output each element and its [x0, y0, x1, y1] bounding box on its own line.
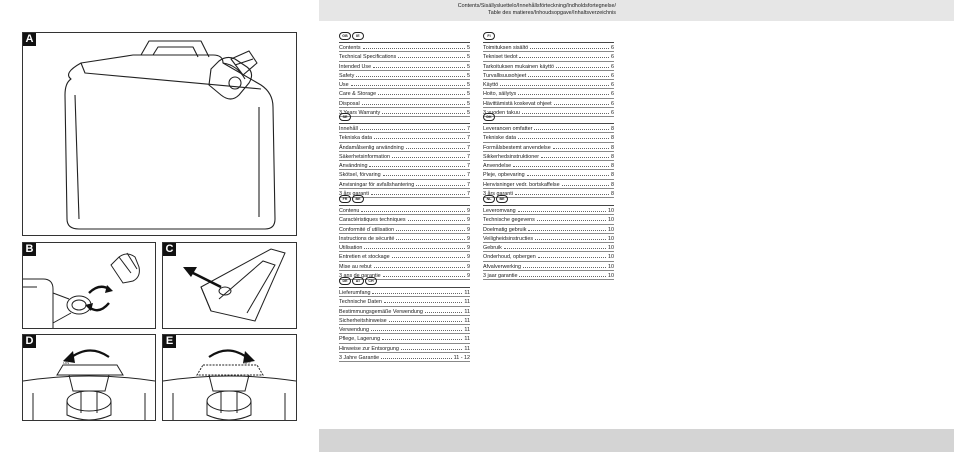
- toc-entry: [483, 262, 614, 271]
- toc-entry-title: Hinweise zur Entsorgung: [339, 345, 399, 352]
- toc-entry: [483, 62, 614, 71]
- toc-entry-page: 7: [467, 163, 470, 169]
- dot-leader: [562, 180, 609, 186]
- dot-leader: [364, 243, 465, 249]
- figure-d: [22, 334, 156, 421]
- pouring-spout-illustration: [163, 243, 296, 328]
- toc-entry-page: 11: [464, 327, 470, 333]
- toc-entry-page: 9: [467, 226, 470, 233]
- toc-entry: [483, 80, 614, 89]
- header-bar: [319, 0, 954, 21]
- toc-entry-page: 7: [467, 181, 470, 188]
- language-flags: [483, 32, 614, 40]
- toc-section-nl-be: [483, 195, 614, 280]
- country-code-badge: FI: [483, 32, 495, 40]
- toc-entry: [339, 215, 470, 224]
- toc-entry-title: Technische gegevens: [483, 217, 535, 224]
- toc-entry-title: Technische Daten: [339, 299, 382, 306]
- dot-leader: [518, 133, 609, 139]
- dot-leader: [408, 215, 465, 221]
- dot-leader: [384, 297, 463, 303]
- toc-entry-page: 10: [608, 208, 614, 214]
- dot-leader: [392, 152, 465, 158]
- toc-entry: [483, 133, 614, 142]
- toc-entry: [483, 225, 614, 234]
- toc-entry-title: Hävittämistä koskevat ohjeet: [483, 100, 552, 107]
- toc-entry-page: 10: [608, 263, 614, 270]
- toc-entry-title: Contents: [339, 45, 361, 51]
- vent-knob-off-illustration: [163, 335, 296, 420]
- toc-entry-page: 11 - 12: [453, 354, 470, 361]
- contents-heading: [458, 3, 616, 17]
- toc-entry: [339, 252, 470, 261]
- dot-leader: [382, 334, 462, 340]
- toc-entry-page: 9: [467, 272, 470, 279]
- toc-entry-page: 7: [467, 190, 470, 197]
- dot-leader: [351, 80, 465, 86]
- dot-leader: [406, 143, 465, 149]
- toc-entry-title: Hoito, säilytys: [483, 91, 517, 98]
- country-code-badge: IE: [352, 32, 364, 40]
- toc-entry-page: 5: [467, 54, 470, 61]
- toc-entry: [339, 52, 470, 61]
- toc-entry: [339, 353, 470, 362]
- toc-entry: [339, 89, 470, 98]
- dot-leader: [535, 234, 606, 240]
- toc-entry-page: 5: [467, 91, 470, 98]
- dot-leader: [528, 71, 609, 77]
- toc-entry: [483, 180, 614, 189]
- toc-entry-page: 8: [611, 153, 614, 160]
- toc-section-fr-be: [339, 195, 470, 280]
- toc-entry-title: Käyttö: [483, 82, 499, 88]
- country-code-badge: DE: [339, 277, 351, 285]
- dot-leader: [416, 180, 465, 186]
- toc-entry-title: Afvalverwerking: [483, 263, 522, 270]
- toc-entry-page: 6: [611, 45, 614, 51]
- contents-heading-line-1: Contents/Sisällysluettelo/Innehållsförteckning/Indholdsfortegnelse/: [457, 3, 616, 9]
- dot-leader: [518, 206, 606, 212]
- toc-entry: [339, 43, 470, 52]
- toc-entry-page: 8: [611, 135, 614, 142]
- toc-entry-title: Pleje, opbevaring: [483, 172, 525, 179]
- dot-leader: [554, 99, 609, 105]
- toc-entry: [339, 307, 470, 316]
- dot-leader: [556, 62, 609, 68]
- toc-entry-page: 8: [611, 181, 614, 188]
- contents-heading-line-2: Table des matieres/Inhoudsopgave/Inhaltsverzeichnis: [488, 10, 616, 17]
- toc-entry: [339, 297, 470, 306]
- toc-entry: [339, 344, 470, 353]
- toc-entry-page: 5: [467, 63, 470, 70]
- toc-entry-page: 6: [611, 72, 614, 79]
- dot-leader: [374, 262, 465, 268]
- country-code-badge: AT: [352, 277, 364, 285]
- toc-entry-title: Ändamålsenlig användning: [339, 144, 404, 151]
- toc-entry: [339, 243, 470, 252]
- toc-entry: [339, 133, 470, 142]
- toc-entry-page: 8: [611, 126, 614, 132]
- dot-leader: [362, 99, 465, 105]
- toc-entry-page: 10: [608, 226, 614, 233]
- dot-leader: [383, 170, 465, 176]
- toc-entry: [483, 206, 614, 215]
- toc-entry: [483, 99, 614, 108]
- toc-entry-title: Turvallisuusohjeet: [483, 72, 527, 79]
- figure-label-d: D: [23, 335, 36, 348]
- toc-entry-page: 7: [467, 144, 470, 151]
- country-code-badge: BE: [352, 195, 364, 203]
- jerry-can-illustration: [23, 33, 296, 235]
- toc-entry: [339, 161, 470, 170]
- toc-entry-title: Safety: [339, 72, 355, 79]
- dot-leader: [371, 189, 465, 195]
- toc-entry: [483, 271, 614, 280]
- toc-entry: [483, 71, 614, 80]
- toc-entry-title: 3 Years Warranty: [339, 109, 381, 116]
- toc-entry-title: Instructions de sécurité: [339, 235, 395, 242]
- dot-leader: [530, 43, 609, 49]
- toc-entry-title: Verwendung: [339, 327, 369, 333]
- toc-entry-page: 9: [467, 263, 470, 270]
- country-code-badge: NL: [483, 195, 495, 203]
- dot-leader: [527, 170, 609, 176]
- toc-entry-page: 7: [467, 135, 470, 142]
- toc-entry-page: 11: [464, 299, 470, 306]
- dot-leader: [392, 252, 465, 258]
- toc-entry-title: Användning: [339, 163, 368, 169]
- toc-entry: [339, 325, 470, 334]
- toc-entry-title: 3 års garanti: [483, 190, 513, 197]
- toc-entry: [483, 143, 614, 152]
- toc-section-de-at-ch: [339, 277, 470, 362]
- toc-entry-page: 8: [611, 190, 614, 197]
- toc-entry-page: 5: [467, 45, 470, 51]
- dot-leader: [538, 252, 606, 258]
- toc-entry-page: 10: [608, 254, 614, 261]
- dot-leader: [378, 89, 465, 95]
- toc-entry-title: 3 ans de garantie: [339, 272, 381, 279]
- toc-section-fi: [483, 32, 614, 117]
- dot-leader: [389, 316, 463, 322]
- toc-entry-title: Caractéristiques techniques: [339, 217, 406, 224]
- toc-entry-title: Lieferumfang: [339, 290, 371, 296]
- toc-entry-title: Anvisningar för avfallshantering: [339, 181, 415, 188]
- open-cap-illustration: [23, 243, 155, 328]
- toc-entry-page: 6: [611, 109, 614, 116]
- toc-entry-title: 3 års garanti: [339, 190, 369, 197]
- toc-entry-page: 7: [467, 126, 470, 132]
- vent-knob-on-illustration: [23, 335, 155, 420]
- toc-entry-title: Disposal: [339, 100, 360, 107]
- toc-entry-title: 3 vuoden takuu: [483, 109, 520, 116]
- toc-entry-page: 10: [608, 245, 614, 251]
- toc-entry-title: 3 jaar garantie: [483, 272, 518, 279]
- dot-leader: [374, 133, 465, 139]
- dot-leader: [356, 71, 465, 77]
- toc-entry-title: Skötsel, förvaring: [339, 172, 381, 179]
- toc-entry: [339, 143, 470, 152]
- toc-entry-page: 8: [611, 163, 614, 169]
- dot-leader: [518, 89, 609, 95]
- toc-entry-page: 10: [608, 272, 614, 279]
- toc-entry-title: Bestimmungsgemäße Verwendung: [339, 308, 423, 315]
- dot-leader: [373, 62, 465, 68]
- toc-entry-title: Tarkoituksen mukainen käyttö: [483, 63, 555, 70]
- language-flags: [339, 32, 470, 40]
- toc-entry-title: Onderhoud, opbergen: [483, 254, 536, 261]
- toc-entry-title: Technical Specifications: [339, 54, 397, 61]
- toc-entry-title: Leveromvang: [483, 208, 516, 214]
- dot-leader: [534, 124, 609, 130]
- dot-leader: [500, 80, 609, 86]
- dot-leader: [537, 215, 606, 221]
- toc-entry-title: Formålsbestemt anvendelse: [483, 144, 551, 151]
- dot-leader: [401, 344, 462, 350]
- toc-entry-page: 5: [467, 72, 470, 79]
- toc-entry-page: 5: [467, 100, 470, 107]
- dot-leader: [519, 52, 609, 58]
- toc-entry-page: 6: [611, 54, 614, 61]
- toc-entry: [483, 124, 614, 133]
- toc-entry-title: Doelmatig gebruik: [483, 226, 527, 233]
- toc-entry: [483, 152, 614, 161]
- dot-leader: [425, 307, 462, 313]
- toc-section-gb-ie: [339, 32, 470, 117]
- figure-label-e: E: [163, 335, 176, 348]
- figure-a: [22, 32, 297, 236]
- toc-entry-page: 9: [467, 245, 470, 251]
- toc-entry-page: 6: [611, 63, 614, 70]
- dot-leader: [504, 243, 606, 249]
- figure-c: [162, 242, 297, 329]
- toc-entry-title: Tekniske data: [483, 135, 516, 142]
- country-code-badge: SE: [339, 113, 351, 121]
- toc-entry-title: Gebruik: [483, 245, 502, 251]
- toc-entry: [339, 170, 470, 179]
- toc-entry-page: 7: [467, 153, 470, 160]
- toc-entry: [339, 334, 470, 343]
- figure-label-a: A: [23, 33, 36, 46]
- knob-label-off: OFF: [243, 360, 251, 365]
- toc-entry-title: Veiligheidsinstructies: [483, 235, 534, 242]
- toc-entry: [339, 80, 470, 89]
- toc-entry-title: Anvendelse: [483, 163, 512, 169]
- country-code-badge: GB: [339, 32, 351, 40]
- dot-leader: [396, 234, 465, 240]
- toc-entry-page: 11: [464, 345, 470, 352]
- toc-entry-title: Toimituksen sisältö: [483, 45, 529, 51]
- toc-entry: [339, 288, 470, 297]
- toc-entry-page: 11: [464, 308, 470, 315]
- toc-entry-page: 8: [611, 172, 614, 179]
- dot-leader: [371, 325, 462, 331]
- dot-leader: [369, 161, 465, 167]
- toc-entry-title: Henvisninger vedr. bortskaffelse: [483, 181, 560, 188]
- toc-entry: [483, 243, 614, 252]
- dot-leader: [396, 225, 465, 231]
- toc-entry-title: Sikkerhedsinstruktioner: [483, 153, 540, 160]
- country-code-badge: CH: [365, 277, 377, 285]
- toc-entry-title: Leverancen omfatter: [483, 126, 533, 132]
- figure-e: [162, 334, 297, 421]
- language-flags: [483, 113, 614, 121]
- dot-leader: [515, 189, 609, 195]
- country-code-badge: FR: [339, 195, 351, 203]
- toc-entry-title: Intended Use: [339, 63, 372, 70]
- country-code-badge: DK: [483, 113, 495, 121]
- toc-entry-title: Contenu: [339, 208, 360, 214]
- toc-entry-title: Utilisation: [339, 245, 363, 251]
- toc-entry: [339, 180, 470, 189]
- toc-entry: [483, 234, 614, 243]
- toc-entry-page: 11: [464, 336, 470, 343]
- figure-label-c: C: [163, 243, 176, 256]
- toc-entry-title: Mise au rebut: [339, 263, 372, 270]
- toc-entry-page: 9: [467, 254, 470, 261]
- dot-leader: [383, 271, 465, 277]
- toc-entry: [339, 206, 470, 215]
- toc-entry-title: Tekniset tiedot: [483, 54, 518, 61]
- toc-entry: [339, 71, 470, 80]
- dot-leader: [360, 124, 465, 130]
- toc-entry-page: 7: [467, 172, 470, 179]
- toc-entry: [339, 234, 470, 243]
- knob-label-on: ON: [63, 360, 69, 365]
- toc-entry-page: 9: [467, 208, 470, 214]
- toc-entry: [339, 316, 470, 325]
- toc-entry-page: 10: [608, 235, 614, 242]
- toc-entry-page: 6: [611, 91, 614, 98]
- toc-entry-page: 11: [464, 317, 470, 324]
- toc-entry-page: 6: [611, 100, 614, 107]
- toc-entry: [339, 62, 470, 71]
- toc-entry: [483, 161, 614, 170]
- country-code-badge: BE: [496, 195, 508, 203]
- dot-leader: [528, 225, 606, 231]
- dot-leader: [553, 143, 609, 149]
- toc-entry-page: 5: [467, 82, 470, 88]
- toc-entry-page: 11: [464, 290, 470, 296]
- toc-entry: [483, 43, 614, 52]
- toc-entry: [483, 52, 614, 61]
- dot-leader: [381, 353, 451, 359]
- dot-leader: [363, 43, 465, 49]
- dot-leader: [541, 152, 609, 158]
- toc-entry: [483, 89, 614, 98]
- toc-entry-title: Entretien et stockage: [339, 254, 390, 261]
- toc-entry-page: 5: [467, 109, 470, 116]
- toc-entry-title: Tekniska data: [339, 135, 372, 142]
- toc-entry: [483, 252, 614, 261]
- toc-entry-title: Conformité d´utilisation: [339, 226, 395, 233]
- dot-leader: [513, 161, 609, 167]
- toc-entry-page: 6: [611, 82, 614, 88]
- language-flags: [483, 195, 614, 203]
- toc-entry: [339, 152, 470, 161]
- toc-section-se: [339, 113, 470, 198]
- toc-entry-title: Säkerhetsinformation: [339, 153, 390, 160]
- language-flags: [339, 195, 470, 203]
- figure-b: [22, 242, 156, 329]
- figure-label-b: B: [23, 243, 36, 256]
- dot-leader: [398, 52, 465, 58]
- toc-entry: [339, 262, 470, 271]
- dot-leader: [523, 262, 606, 268]
- toc-entry-title: Pflege, Lagerung: [339, 336, 381, 343]
- toc-entry-title: Care & Storage: [339, 91, 377, 98]
- toc-section-dk: [483, 113, 614, 198]
- toc-entry-title: Innehåll: [339, 126, 358, 132]
- toc-entry-page: 9: [467, 235, 470, 242]
- toc-entry-page: 8: [611, 144, 614, 151]
- toc-entry-page: 9: [467, 217, 470, 224]
- footer-bar: [319, 429, 954, 452]
- dot-leader: [372, 288, 462, 294]
- toc-entry-title: 3 Jahre Garantie: [339, 354, 380, 361]
- toc-entry: [483, 170, 614, 179]
- toc-entry: [339, 124, 470, 133]
- language-flags: [339, 277, 470, 285]
- toc-entry: [483, 215, 614, 224]
- toc-entry-page: 10: [608, 217, 614, 224]
- toc-entry-title: Use: [339, 82, 349, 88]
- toc-entry-title: Sicherheitshinweise: [339, 317, 387, 324]
- toc-entry: [339, 225, 470, 234]
- toc-entry: [339, 99, 470, 108]
- language-flags: [339, 113, 470, 121]
- dot-leader: [519, 271, 606, 277]
- dot-leader: [361, 206, 465, 212]
